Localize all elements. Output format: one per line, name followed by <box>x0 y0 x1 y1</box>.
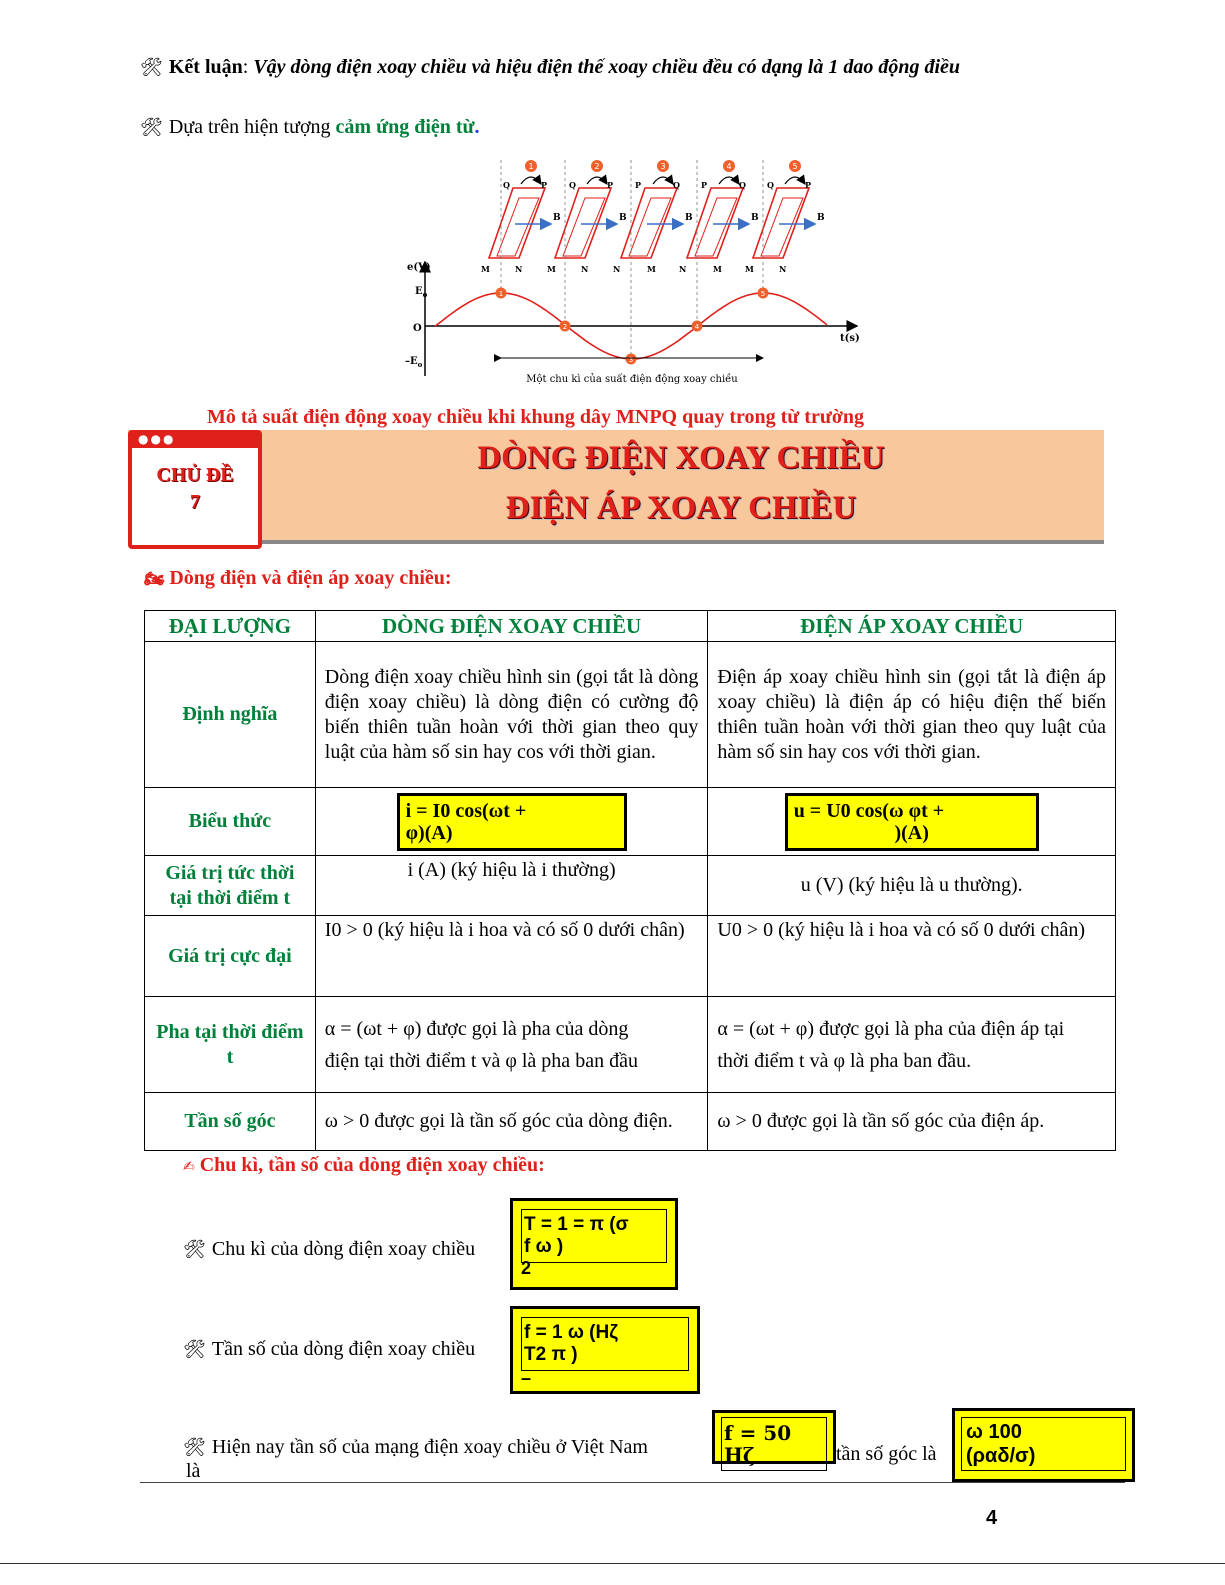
svg-text:Q: Q <box>739 180 746 190</box>
conclusion-line: 🛠 Kết luận: Vậy dòng điện xoay chiều và hiệu điện thế xoay chiều đều có dạng là 1 dao động điều <box>140 56 960 78</box>
svg-text:N: N <box>581 264 589 274</box>
frequency-vn-formula <box>712 1410 836 1467</box>
vietnam-text-cont: là <box>186 1460 201 1482</box>
svg-text:P: P <box>607 180 614 190</box>
period-line <box>183 1238 475 1261</box>
angular-voltage: ω > 0 được gọi là tần số góc của điện áp. <box>708 1093 1116 1151</box>
svg-text:P: P <box>635 180 642 190</box>
angular-freq-formula <box>952 1408 1135 1482</box>
table-row <box>145 916 1116 997</box>
footer-divider <box>140 1482 1125 1483</box>
e0-label: $E_o$ <box>415 286 428 299</box>
based-on-suffix: . <box>474 116 480 138</box>
origin-label: O <box>413 323 422 334</box>
svg-text:3: 3 <box>660 162 666 171</box>
header-quantity: ĐẠI LƯỢNG <box>145 611 316 642</box>
topic-badge <box>128 430 262 549</box>
svg-text:B: B <box>685 213 693 223</box>
angular-current: ω > 0 được gọi là tần số góc của dòng điện. <box>315 1093 708 1151</box>
row-label: Giá trị cực đại <box>145 916 316 997</box>
instant-current: i (A) (ký hiệu là i thường) <box>315 856 708 916</box>
period-formula-line1: T = 1 = π (σ <box>524 1214 629 1235</box>
motorcycle-icon: 🏍 <box>144 569 165 588</box>
topic-label: CHỦ ĐỀ <box>156 464 234 486</box>
svg-text:M: M <box>745 264 754 274</box>
row-label: Giá trị tức thời tại thời điểm t <box>145 856 316 916</box>
angular-freq-line2: (ραδ/σ) <box>966 1445 1036 1467</box>
row-label: Định nghĩa <box>145 642 316 788</box>
tools-icon: 🛠 <box>183 1437 206 1458</box>
phase-voltage-line2: thời điểm t và φ là pha ban đầu. <box>717 1049 972 1072</box>
svg-text:Q: Q <box>503 180 510 190</box>
current-formula-line2: φ)(A) <box>405 821 453 844</box>
tools-icon: 🛠 <box>183 1239 206 1260</box>
period-text: Chu kì của dòng điện xoay chiều <box>211 1238 476 1260</box>
frequency-line <box>183 1338 475 1361</box>
svg-text:N: N <box>515 264 523 274</box>
definition-voltage: Điện áp xoay chiều hình sin (gọi tắt là điện áp xoay chiều) là điện áp có hiệu điện thế biến thiên tuần hoàn với thời gian theo quy luật của hàm số sin hay cos với thời gian. <box>708 642 1116 788</box>
svg-text:M: M <box>481 264 490 274</box>
table-row <box>145 642 1116 788</box>
row-label: Tần số góc <box>145 1093 316 1151</box>
phase-current-line1: α = (ωt + φ) được gọi là pha của dòng <box>324 1017 629 1040</box>
curve-point-label: 5 <box>760 290 766 298</box>
current-formula <box>397 793 627 851</box>
header-voltage: ĐIỆN ÁP XOAY CHIỀU <box>708 611 1116 642</box>
table-row <box>145 788 1116 856</box>
based-on-line <box>140 116 480 139</box>
svg-text:B: B <box>751 213 759 223</box>
topic-number: 7 <box>190 491 200 513</box>
based-on-prefix: Dựa trên hiện tượng <box>168 116 336 138</box>
row-label: Pha tại thời điểm t <box>145 997 316 1093</box>
svg-text:P: P <box>805 180 812 190</box>
curve-point-label: 3 <box>628 356 634 364</box>
frequency-formula-line3: – <box>521 1368 532 1388</box>
based-on-highlight: cảm ứng điện từ <box>335 116 475 138</box>
period-formula <box>510 1198 678 1290</box>
svg-text:M: M <box>647 264 656 274</box>
frequency-formula-line1: f = 1 ω (Hζ <box>524 1322 618 1343</box>
tools-icon: 🛠 <box>140 117 163 138</box>
rotating-frames <box>481 160 825 274</box>
phase-current-line2: điện tại thời điểm t và φ là pha ban đầu <box>324 1049 638 1072</box>
svg-text:B: B <box>619 213 627 223</box>
section2-heading <box>183 1154 545 1177</box>
period-formula-line2: f ω ) <box>524 1236 564 1257</box>
curve-point-label: 2 <box>562 323 568 331</box>
emf-figure <box>395 150 875 390</box>
writing-icon: ✍ <box>183 1159 195 1175</box>
vietnam-text: Hiện nay tần số của mạng điện xoay chiều ở Việt Nam <box>211 1436 648 1458</box>
badge-dots: ●●● <box>138 432 176 446</box>
section2-title: Chu kì, tần số của dòng điện xoay chiều: <box>199 1154 545 1176</box>
angular-freq-text: tần số góc là <box>836 1443 937 1465</box>
curve-point-label: 1 <box>498 290 504 298</box>
svg-text:Q: Q <box>673 180 680 190</box>
table-header-row <box>145 611 1116 642</box>
axis-y-label: e(V) <box>407 262 431 273</box>
svg-text:P: P <box>701 180 708 190</box>
frequency-text: Tần số của dòng điện xoay chiều <box>211 1338 476 1360</box>
table-row <box>145 856 1116 916</box>
figure-caption: Mô tả suất điện động xoay chiều khi khung dây MNPQ quay trong từ trường <box>207 406 865 428</box>
tools-icon: 🛠 <box>183 1339 206 1360</box>
phase-current <box>315 997 708 1093</box>
phase-voltage <box>708 997 1116 1093</box>
frequency-formula-line2: T2 π ) <box>524 1344 578 1365</box>
comparison-table <box>144 610 1116 1151</box>
angular-freq-line1: ω 100 <box>966 1421 1022 1443</box>
phase-voltage-line1: α = (ωt + φ) được gọi là pha của điện áp tại <box>717 1017 1065 1040</box>
svg-text:B: B <box>553 213 561 223</box>
page-number: 4 <box>986 1507 998 1529</box>
header-current: DÒNG ĐIỆN XOAY CHIỀU <box>315 611 708 642</box>
period-label: Một chu kì của suất điện động xoay chiều <box>526 374 738 385</box>
max-voltage: U0 > 0 (ký hiệu là i hoa và có số 0 dưới chân) <box>708 916 1116 997</box>
svg-text:P: P <box>541 180 548 190</box>
voltage-formula-line1: u = U0 cos(ω φt + <box>793 799 945 822</box>
vietnam-line <box>183 1436 648 1459</box>
frequency-vn-value: f = 50 Hζ <box>721 1417 827 1471</box>
svg-text:N: N <box>779 264 787 274</box>
period-formula-line3: 2 <box>521 1258 532 1278</box>
banner-title-line1: DÒNG ĐIỆN XOAY CHIỀU <box>477 440 885 476</box>
conclusion-label: Kết luận <box>168 56 243 78</box>
svg-text:5: 5 <box>792 162 798 171</box>
svg-text:M: M <box>713 264 722 274</box>
voltage-formula <box>785 793 1039 851</box>
svg-text:N: N <box>613 264 621 274</box>
section1-title: Dòng điện và điện áp xoay chiều: <box>169 567 452 589</box>
frequency-formula <box>510 1306 700 1394</box>
tools-icon: 🛠 <box>140 57 163 78</box>
page-bottom-edge <box>0 1563 1225 1564</box>
svg-text:B: B <box>817 213 825 223</box>
instant-voltage: u (V) (ký hiệu là u thường). <box>708 856 1116 916</box>
definition-current: Dòng điện xoay chiều hình sin (gọi tắt là dòng điện xoay chiều) là dòng điện có cường độ biến thiên tuần hoàn với thời gian theo quy luật của hàm số sin hay cos với thời gian. <box>315 642 708 788</box>
row-label: Biểu thức <box>145 788 316 856</box>
table-row <box>145 1093 1116 1151</box>
current-formula-line1: i = I0 cos(ωt + <box>405 799 527 822</box>
curve-point-label: 4 <box>694 323 700 331</box>
voltage-formula-line2: )(A) <box>894 821 929 844</box>
svg-text:N: N <box>679 264 687 274</box>
axis-x-label: t(s) <box>840 333 860 344</box>
conclusion-text: Vậy dòng điện xoay chiều và hiệu điện thế xoay chiều đều có dạng là 1 dao động điều <box>253 56 960 78</box>
section1-heading <box>144 567 452 590</box>
banner-title-line2: ĐIỆN ÁP XOAY CHIỀU <box>505 490 857 526</box>
svg-text:M: M <box>547 264 556 274</box>
svg-text:Q: Q <box>569 180 576 190</box>
svg-text:4: 4 <box>726 162 732 171</box>
svg-text:1: 1 <box>528 162 534 171</box>
table-row <box>145 997 1116 1093</box>
svg-text:Q: Q <box>767 180 774 190</box>
frame-1 <box>481 160 561 274</box>
max-current: I0 > 0 (ký hiệu là i hoa và có số 0 dưới chân) <box>315 916 708 997</box>
neg-e0-label: $-E_o$ <box>405 356 423 369</box>
svg-text:2: 2 <box>594 162 600 171</box>
